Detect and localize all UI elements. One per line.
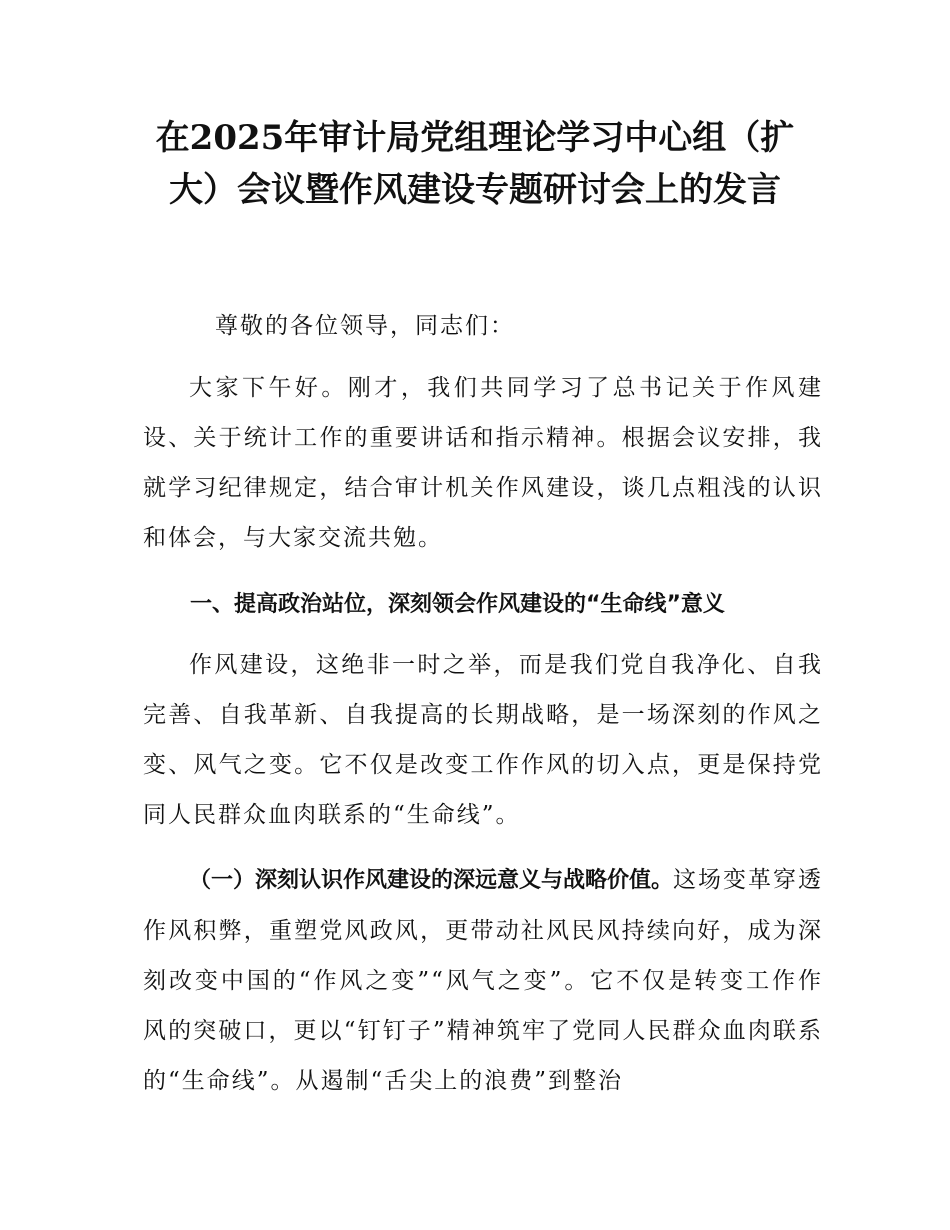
paragraph-section-1: 作风建设，这绝非一时之举，而是我们党自我净化、自我完善、自我革新、自我提高的长期战略，是一场深刻的作风之变、风气之变。它不仅是改变工作作风的切入点，更是保持党同人民群众血肉联系的“生命线”。 — [143, 652, 823, 828]
document-title-line-2: 大）会议暨作风建设专题研讨会上的发言 — [169, 170, 781, 210]
section-heading-1: 一、提高政治站位，深刻领会作风建设的“生命线”意义 — [190, 592, 725, 617]
document-title-line-1: 在2025年审计局党组理论学习中心组（扩 — [155, 118, 795, 158]
subsection-body-1: 这场变革穿透作风积弊，重塑党风政风，更带动社风民风持续向好，成为深刻改变中国的“作风之变”“风气之变”。它不仅是转变工作作风的突破口，更以“钉钉子”精神筑牢了党同人民群众血肉联系的“生命线”。从遏制“舌尖上的浪费”到整治 — [143, 867, 824, 1094]
subsection-heading-1: （一）深刻认识作风建设的深远意义与战略价值。 — [189, 868, 674, 893]
salutation: 尊敬的各位领导，同志们： — [215, 313, 515, 339]
paragraph-opening: 大家下午好。刚才，我们共同学习了总书记关于作风建设、关于统计工作的重要讲话和指示精神。根据会议安排，我就学习纪律规定，结合审计机关作风建设，谈几点粗浅的认识和体会，与大家交流共勉。 — [143, 375, 823, 551]
paragraph-subsection-1 — [143, 855, 823, 1106]
